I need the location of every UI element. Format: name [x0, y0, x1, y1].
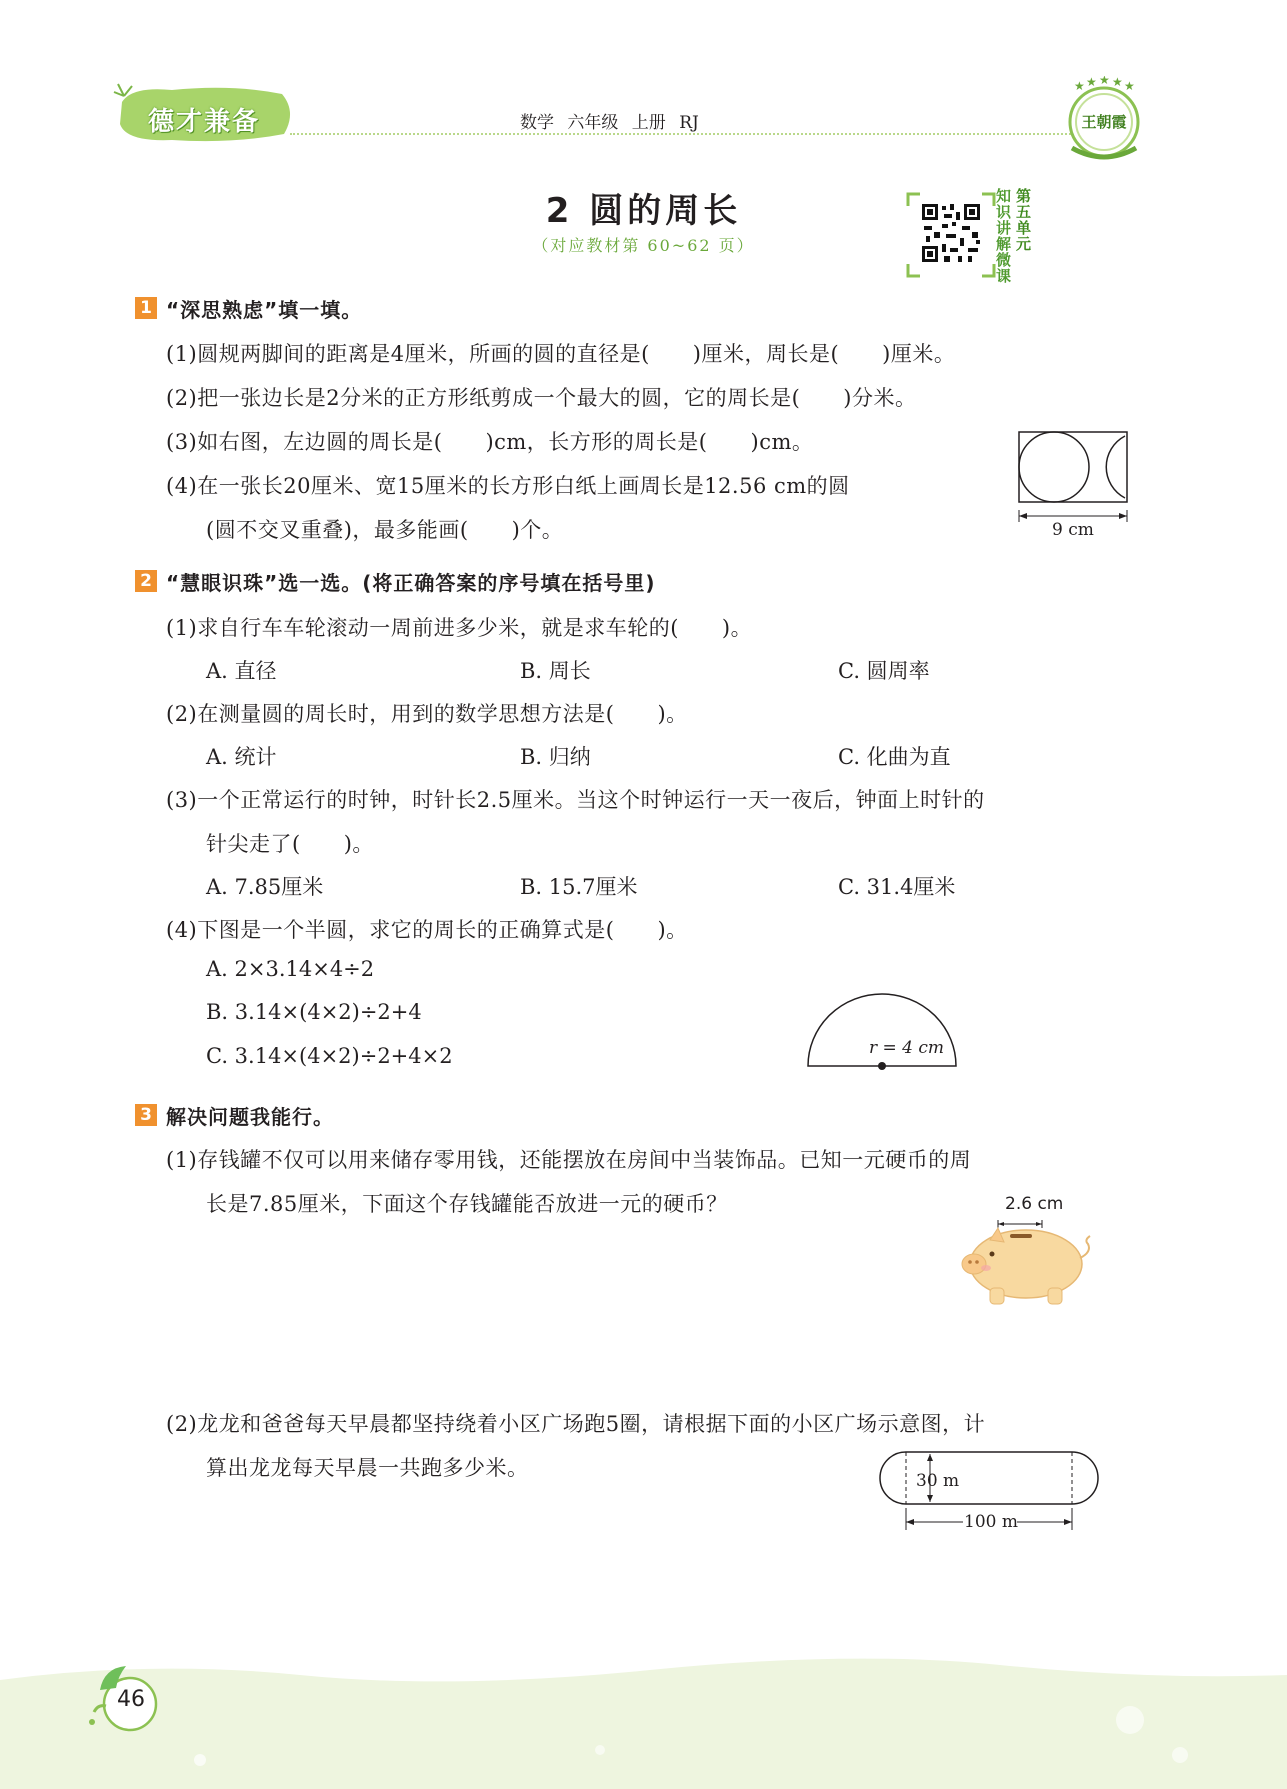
section-3-question-2: (2)龙龙和爸爸每天早晨都坚持绕着小区广场跑5圈，请根据下面的小区广场示意图，计 [166, 1412, 986, 1436]
q1-option-b: B. 周长 [520, 659, 591, 683]
section-3-question-1-cont: 长是7.85厘米，下面这个存钱罐能否放进一元的硬币？ [206, 1192, 728, 1216]
section-2-question-3: (3)一个正常运行的时钟，时针长2.5厘米。当这个时钟运行一天一夜后，钟面上时针的 [166, 788, 985, 812]
q1-option-a: A. 直径 [206, 659, 277, 683]
svg-text:★: ★ [1112, 76, 1123, 89]
section-2-question-3-cont: 针尖走了( )。 [206, 832, 374, 856]
svg-text:★: ★ [1099, 76, 1110, 87]
section-3-number: 3 [135, 1104, 157, 1126]
track-width-label: 30 m [916, 1471, 960, 1491]
lesson-subtitle: （对应教材第 60~62 页） [532, 236, 755, 255]
q2-option-c: C. 化曲为直 [838, 745, 951, 769]
q2-option-b: B. 归纳 [520, 745, 591, 769]
section-2-number: 2 [135, 570, 157, 592]
section-3-question-1: (1)存钱罐不仅可以用来储存零用钱，还能摆放在房间中当装饰品。已知一元硬币的周 [166, 1148, 972, 1172]
track-length-label: 100 m [964, 1512, 1018, 1532]
q3-option-b: B. 15.7厘米 [520, 875, 638, 899]
q4-option-b: B. 3.14×(4×2)÷2+4 [206, 1000, 422, 1024]
section-2-question-1: (1)求自行车车轮滚动一周前进多少米，就是求车轮的( )。 [166, 616, 753, 640]
section-3-title: 解决问题我能行。 [166, 1105, 334, 1129]
book-info: 数学 六年级 上册 RJ [520, 113, 699, 133]
section-1-question-2: (2)把一张边长是2分米的正方形纸剪成一个最大的圆，它的周长是( )分米。 [166, 386, 917, 410]
q2-option-a: A. 统计 [206, 745, 277, 769]
svg-text:★: ★ [1074, 79, 1085, 93]
section-3-question-2-cont: 算出龙龙每天早晨一共跑多少米。 [206, 1456, 529, 1480]
q4-option-a: A. 2×3.14×4÷2 [206, 957, 375, 981]
q3-option-c: C. 31.4厘米 [838, 875, 956, 899]
semicircle-radius-label: r = 4 cm [869, 1038, 945, 1058]
author-badge-text: 王朝霞 [1081, 113, 1127, 131]
piggy-bank-icon [960, 1218, 1110, 1310]
header-divider [290, 133, 1130, 135]
section-1-question-4-cont: (圆不交叉重叠)，最多能画( )个。 [206, 518, 564, 542]
page-number: 46 [117, 1687, 145, 1712]
section-2-title: “慧眼识珠”选一选。(将正确答案的序号填在括号里) [166, 571, 656, 595]
coin-slot-label: 2.6 cm [1005, 1194, 1064, 1214]
qr-note-unit: 第五单元 [1016, 187, 1032, 253]
q1-option-c: C. 圆周率 [838, 659, 930, 683]
logo-text: 德才兼备 [148, 107, 261, 137]
svg-text:★: ★ [1124, 79, 1135, 93]
svg-text:★: ★ [1086, 76, 1097, 89]
semicircle-figure [804, 990, 960, 1074]
q3-option-a: A. 7.85厘米 [206, 875, 324, 899]
qr-code-icon[interactable] [906, 192, 996, 278]
section-1-title: “深思熟虑”填一填。 [166, 298, 363, 322]
rectangle-width-label: 9 cm [1052, 520, 1094, 540]
section-1-question-4: (4)在一张长20厘米、宽15厘米的长方形白纸上画周长是12.56 cm的圆 [166, 474, 850, 498]
section-1-question-3: (3)如右图，左边圆的周长是( )cm，长方形的周长是( )cm。 [166, 430, 814, 454]
q4-option-c: C. 3.14×(4×2)÷2+4×2 [206, 1044, 453, 1068]
footer-background [0, 1640, 1287, 1789]
qr-note-knowledge: 知识讲解微课 [996, 187, 1012, 285]
section-2-question-4: (4)下图是一个半圆，求它的周长的正确算式是( )。 [166, 918, 688, 942]
section-2-question-2: (2)在测量圆的周长时，用到的数学思想方法是( )。 [166, 702, 688, 726]
lesson-title: 2 圆的周长 [545, 191, 742, 231]
section-1-number: 1 [135, 297, 157, 319]
section-1-question-1: (1)圆规两脚间的距离是4厘米，所画的圆的直径是( )厘米，周长是( )厘米。 [166, 342, 956, 366]
